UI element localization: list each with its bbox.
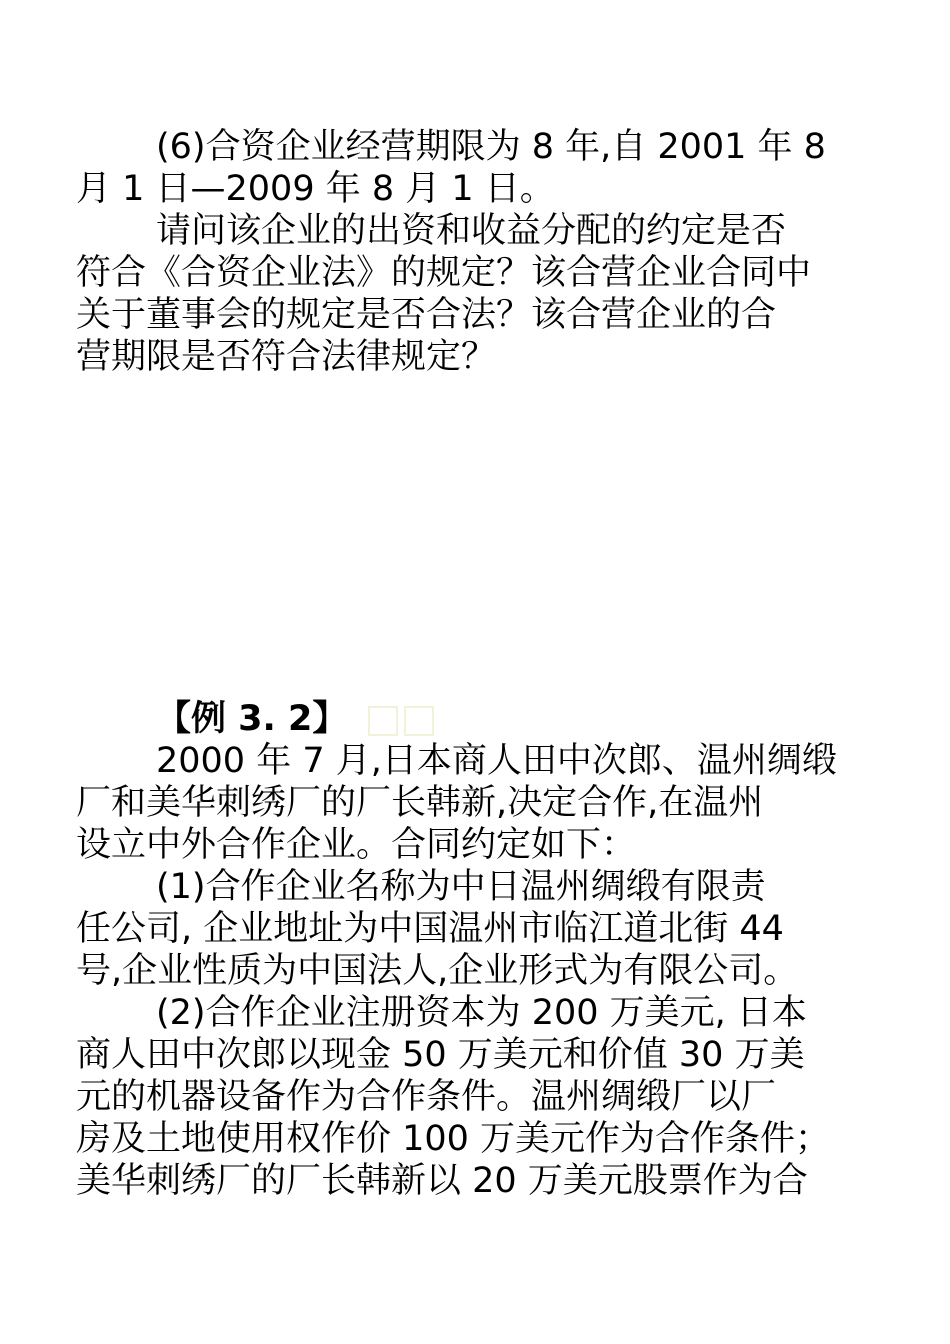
clause-line: 商人田中次郎以现金 50 万美元和价值 30 万美 <box>76 1035 805 1075</box>
example-heading-text: 【例 3. 2】 <box>156 699 348 739</box>
clause-line: 房及土地使用权作价 100 万美元作为合作条件； <box>76 1119 831 1159</box>
clause-line: 号,企业性质为中国法人,企业形式为有限公司。 <box>76 951 799 991</box>
paragraph-line: 月 1 日—2009 年 8 月 1 日。 <box>76 169 555 209</box>
example-heading <box>76 698 926 740</box>
clause-line: 美华刺绣厂的厂长韩新以 20 万美元股票作为合 <box>76 1161 808 1201</box>
example-3-2-section <box>76 698 926 1202</box>
paragraph-line: (6)合资企业经营期限为 8 年,自 2001 年 8 <box>156 127 826 167</box>
clause-line: 元的机器设备作为合作条件。温州绸缎厂以厂 <box>76 1077 777 1117</box>
placeholder-boxes-icon <box>368 699 440 741</box>
clause-line: (2)合作企业注册资本为 200 万美元, 日本 <box>156 993 807 1033</box>
clause-line: (1)合作企业名称为中日温州绸缎有限责 <box>156 867 766 907</box>
paragraph-line: 设立中外合作企业。合同约定如下： <box>76 825 637 865</box>
question-line: 营期限是否符合法律规定？ <box>76 337 497 377</box>
clause-6-section <box>76 126 926 378</box>
question-line: 符合《合资企业法》的规定？该合营企业合同中 <box>76 253 812 293</box>
question-line: 关于董事会的规定是否合法？该合营企业的合 <box>76 295 777 335</box>
question-line: 请问该企业的出资和收益分配的约定是否 <box>156 211 787 251</box>
clause-line: 任公司, 企业地址为中国温州市临江道北街 44 <box>76 909 784 949</box>
paragraph-line: 2000 年 7 月,日本商人田中次郎、温州绸缎 <box>156 741 837 781</box>
paragraph-line: 厂和美华刺绣厂的厂长韩新,决定合作,在温州 <box>76 783 764 823</box>
